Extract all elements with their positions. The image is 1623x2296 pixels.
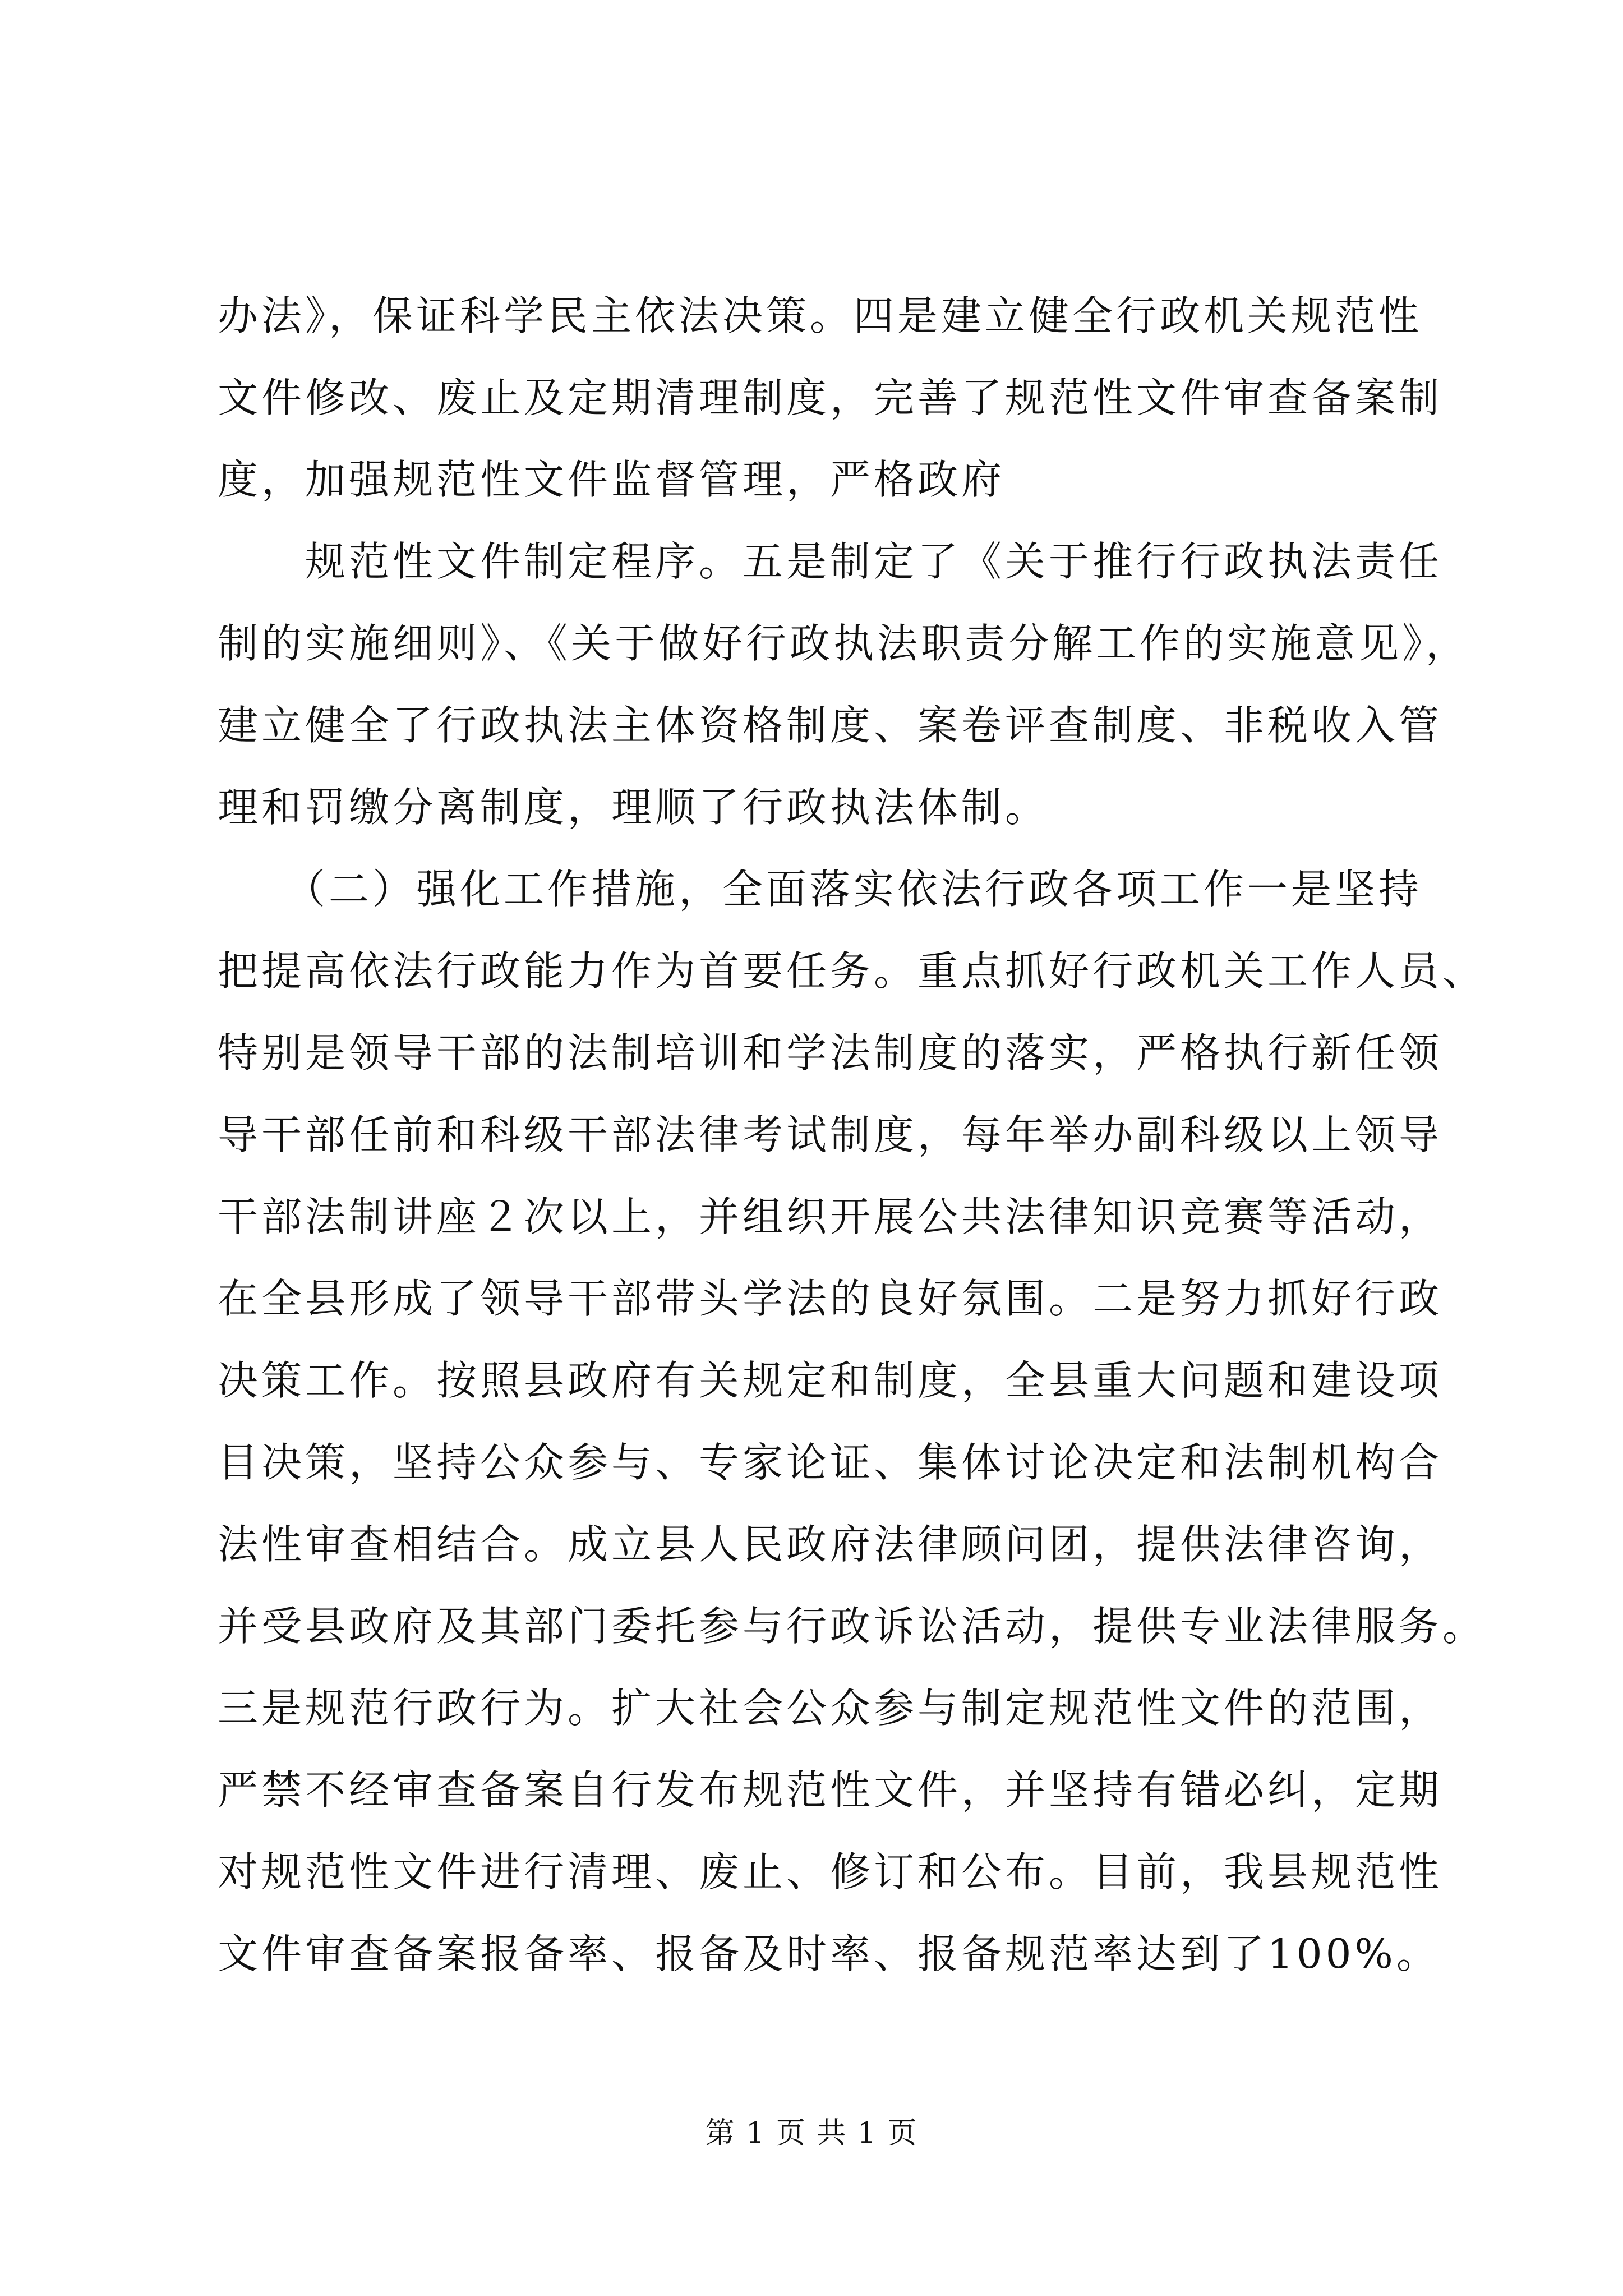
text-line: 法性审查相结合。成立县人民政府法律顾问团，提供法律咨询， (218, 1521, 1443, 1568)
text-line: 对规范性文件进行清理、废止、修订和公布。目前，我县规范性 (218, 1848, 1443, 1895)
text-line: 三是规范行政行为。扩大社会公众参与制定规范性文件的范围， (218, 1685, 1443, 1732)
text-line: 办法》，保证科学民主依法决策。四是建立健全行政机关规范性 (218, 292, 1423, 339)
text-line: 导干部任前和科级干部法律考试制度，每年举办副科级以上领导 (218, 1111, 1443, 1158)
text-line: 文件修改、废止及定期清理制度，完善了规范性文件审查备案制 (218, 374, 1443, 421)
text-line: 文件审查备案报备率、报备及时率、报备规范率达到了100%。 (218, 1930, 1440, 1977)
text-line: 特别是领导干部的法制培训和学法制度的落实，严格执行新任领 (218, 1029, 1443, 1076)
text-line: 目决策，坚持公众参与、专家论证、集体讨论决定和法制机构合 (218, 1439, 1443, 1486)
text-line: （二）强化工作措施，全面落实依法行政各项工作一是坚持 (218, 866, 1423, 913)
text-line: 建立健全了行政执法主体资格制度、案卷评查制度、非税收入管 (218, 702, 1443, 749)
text-line: 理和罚缴分离制度，理顺了行政执法体制。 (218, 784, 1049, 831)
text-line: 并受县政府及其部门委托参与行政诉讼活动，提供专业法律服务。 (218, 1603, 1487, 1650)
page-footer: 第 1 页 共 1 页 (705, 2116, 918, 2150)
text-line: 在全县形成了领导干部带头学法的良好氛围。二是努力抓好行政 (218, 1275, 1443, 1322)
text-line: 制的实施细则》、《关于做好行政执法职责分解工作的实施意见》， (218, 620, 1470, 667)
text-line: 严禁不经审查备案自行发布规范性文件，并坚持有错必纠，定期 (218, 1766, 1443, 1814)
text-line: 把提高依法行政能力作为首要任务。重点抓好行政机关工作人员、 (218, 947, 1487, 995)
text-line: 决策工作。按照县政府有关规定和制度，全县重大问题和建设项 (218, 1357, 1443, 1404)
text-line: 干部法制讲座２次以上，并组织开展公共法律知识竞赛等活动， (218, 1193, 1443, 1240)
text-line: 规范性文件制定程序。五是制定了《关于推行行政执法责任 (218, 538, 1443, 585)
document-body (218, 275, 1487, 1995)
text-line: 度，加强规范性文件监督管理，严格政府 (218, 456, 1006, 503)
